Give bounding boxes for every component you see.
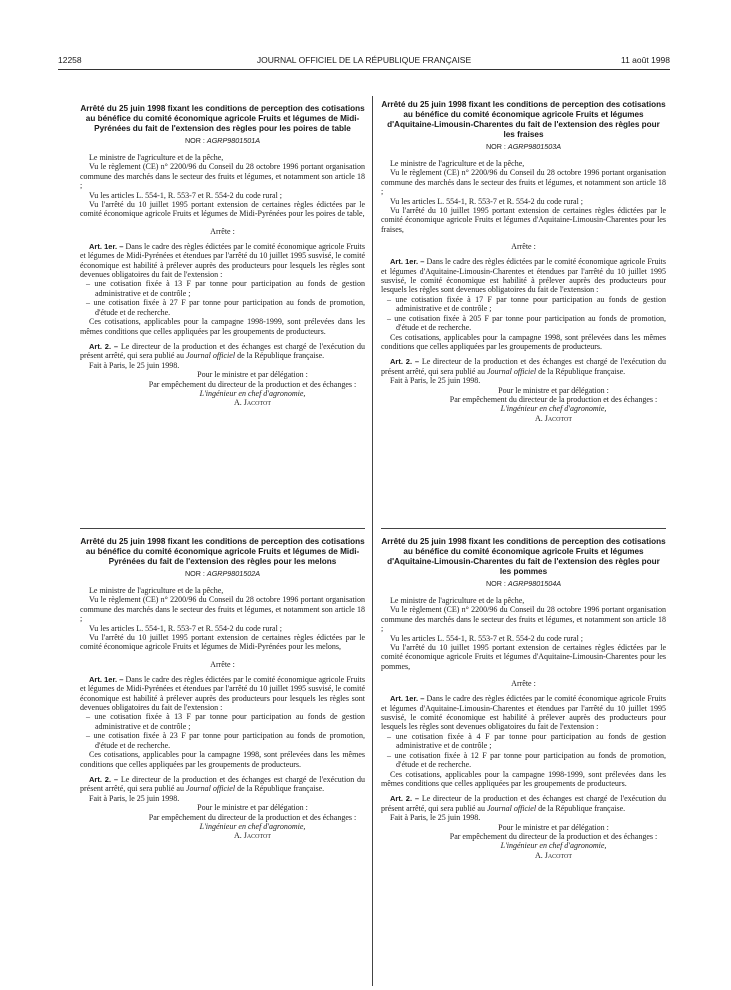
article-2-end: de la République française. <box>237 351 325 361</box>
nor-label: NOR : <box>485 142 506 151</box>
intro-paragraph: Le ministre de l'agriculture et de la pêche, <box>89 153 224 162</box>
article-2-text: Le directeur de la production et des échanges est chargé de l'exécution du présent arrêté, qui sera publié au <box>80 774 366 794</box>
article-2-text: Le directeur de la production et des échanges est chargé de l'exécution du présent arrêté, qui sera publié au <box>381 357 667 376</box>
nor-reference <box>381 142 666 151</box>
decree-title: Arrêté du 25 juin 1998 fixant les conditions de perception des cotisations au bénéfice du comité économique agricole Fruits et légumes de Midi-Pyrénées du fait de l'extension des règles pour les melons <box>80 537 365 566</box>
signatory-name: A. Jacotot <box>534 850 573 860</box>
article-1 <box>80 675 365 713</box>
cotisations-paragraph: Ces cotisations, applicables pour la campagne 1998-1999, sont prélevées dans les mêmes conditions que celles appliquées par les groupements de producteurs. <box>381 769 666 788</box>
signatory-name: A. Jacotot <box>233 831 272 841</box>
fait-a-paris: Fait à Paris, le 25 juin 1998. <box>390 813 481 823</box>
article-2-text: Le directeur de la production et des échanges est chargé de l'exécution du présent arrêté, qui sera publié au <box>381 794 667 813</box>
journal-title: JOURNAL OFFICIEL DE LA RÉPUBLIQUE FRANÇAISE <box>256 55 472 65</box>
article-2 <box>80 775 365 794</box>
signature-line: Par empêchement du directeur de la production et des échanges : <box>449 831 658 841</box>
intro-paragraph: Vu l'arrêté du 10 juillet 1995 portant extension de certaines règles édictées par le comité économique agricole Fruits et légumes de Midi-Pyrénées pour les melons, <box>80 633 365 652</box>
article-2 <box>80 342 365 361</box>
decree-title: Arrêté du 25 juin 1998 fixant les conditions de perception des cotisations au bénéfice du comité économique agricole Fruits et légumes de Midi-Pyrénées du fait de l'extension des règles pour les poires de table <box>80 104 365 133</box>
decree-fraises <box>381 100 666 423</box>
decree-melons <box>80 537 365 841</box>
article-2-end: de la République française. <box>237 784 325 794</box>
signature-line: Pour le ministre et par délégation : <box>197 803 308 813</box>
signature-line: Pour le ministre et par délégation : <box>498 822 609 832</box>
journal-officiel-ref: Journal officiel <box>185 351 236 361</box>
intro-paragraph: Le ministre de l'agriculture et de la pêche, <box>390 596 525 605</box>
article-1-text: Dans le cadre des règles édictées par le comité économique agricole Fruits et légumes d'Aquitaine-Limousin-Charentes et étendues par l'arrêté du 10 juillet 1995 susvisé, le comité économique est habilité à prélever auprès des producteurs pour lesquels les règles sont devenues obligatoires du fait de l'extension : <box>381 694 667 732</box>
nor-reference <box>80 569 365 578</box>
nor-reference <box>381 579 666 588</box>
signatory-role: L'ingénieur en chef d'agronomie, <box>500 404 607 414</box>
signatory-role: L'ingénieur en chef d'agronomie, <box>199 821 306 831</box>
arrete-heading: Arrête : <box>511 679 536 689</box>
article-1 <box>381 694 666 732</box>
cotisations-paragraph: Ces cotisations, applicables pour la campagne 1998, sont prélevées dans les mêmes conditions que celles appliquées par les groupements de producteurs. <box>80 750 365 769</box>
nor-code: AGRP9801501A <box>206 136 261 145</box>
signatory-role: L'ingénieur en chef d'agronomie, <box>199 388 306 398</box>
article-2-end: de la République française. <box>538 366 626 376</box>
intro-paragraph: Vu l'arrêté du 10 juillet 1995 portant extension de certaines règles édictées par le comité économique agricole Fruits et légumes d'Aquitaine-Limousin-Charentes pour les pommes, <box>381 643 666 671</box>
nor-label: NOR : <box>184 569 205 578</box>
nor-code: AGRP9801503A <box>507 142 562 151</box>
article-1-text: Dans le cadre des règles édictées par le comité économique agricole Fruits et légumes de Midi-Pyrénées et étendues par l'arrêté du 10 juillet 1995 susvisé, le comité économique est habilité à prélever auprès des producteurs pour lesquels les règles sont devenues obligatoires du fait de l'extension : <box>80 241 366 280</box>
decree-poires <box>80 104 365 408</box>
article-1-label: Art. 1er. – <box>89 241 124 251</box>
article-1 <box>80 242 365 280</box>
cotisation-item: – une cotisation fixée à 23 F par tonne pour participation au fonds de promotion, d'étude et de recherche. <box>86 731 365 750</box>
decree-pommes <box>381 537 666 860</box>
intro-paragraph: Le ministre de l'agriculture et de la pêche, <box>89 586 224 595</box>
arrete-heading: Arrête : <box>210 659 235 669</box>
journal-officiel-ref: Journal officiel <box>486 366 537 376</box>
intro-paragraph: Le ministre de l'agriculture et de la pêche, <box>390 159 525 168</box>
nor-label: NOR : <box>184 136 205 145</box>
article-1 <box>381 257 666 295</box>
article-2-label: Art. 2. – <box>390 357 420 367</box>
signature-line: Pour le ministre et par délégation : <box>498 385 609 395</box>
cotisation-item: – une cotisation fixée à 13 F par tonne pour participation au fonds de gestion administrative et de contrôle ; <box>86 279 365 298</box>
nor-reference <box>80 136 365 145</box>
article-1-label: Art. 1er. – <box>390 257 425 267</box>
cotisations-paragraph: Ces cotisations, applicables pour la campagne 1998, sont prélevées dans les mêmes conditions que celles appliquées par les groupements de producteurs. <box>381 332 666 351</box>
cotisation-item: – une cotisation fixée à 4 F par tonne pour participation au fonds de gestion administrative et de contrôle ; <box>387 731 666 751</box>
intro-paragraph: Vu le règlement (CE) n° 2200/96 du Conseil du 28 octobre 1996 portant organisation commune des marchés dans le secteur des fruits et légumes, et notamment son article 18 ; <box>381 605 666 634</box>
nor-label: NOR : <box>485 579 506 588</box>
page-header <box>58 51 670 70</box>
article-2-text: Le directeur de la production et des échanges est chargé de l'exécution du présent arrêté, qui sera publié au <box>80 341 366 361</box>
article-2-label: Art. 2. – <box>89 774 119 784</box>
signatory-name: A. Jacotot <box>534 413 573 423</box>
intro-paragraph: Vu les articles L. 554-1, R. 553-7 et R. 554-2 du code rural ; <box>390 196 584 206</box>
nor-code: AGRP9801502A <box>206 569 261 578</box>
journal-officiel-ref: Journal officiel <box>185 784 236 794</box>
article-2-label: Art. 2. – <box>390 794 420 804</box>
section-divider-left <box>80 528 365 529</box>
cotisation-item: – une cotisation fixée à 17 F par tonne pour participation au fonds de gestion administrative et de contrôle ; <box>387 294 666 314</box>
intro-paragraph: Vu les articles L. 554-1, R. 553-7 et R. 554-2 du code rural ; <box>390 633 584 643</box>
signature-line: Par empêchement du directeur de la production et des échanges : <box>148 812 357 822</box>
page-number: 12258 <box>58 55 82 65</box>
article-1-label: Art. 1er. – <box>390 694 425 704</box>
intro-paragraph: Vu les articles L. 554-1, R. 553-7 et R. 554-2 du code rural ; <box>89 190 283 200</box>
article-1-text: Dans le cadre des règles édictées par le comité économique agricole Fruits et légumes de Midi-Pyrénées et étendues par l'arrêté du 10 juillet 1995 susvisé, le comité économique est habilité à prélever auprès des producteurs pour lesquels les règles sont devenues obligatoires du fait de l'extension : <box>80 674 366 713</box>
cotisations-paragraph: Ces cotisations, applicables pour la campagne 1998-1999, sont prélevées dans les mêmes conditions que celles appliquées par les groupements de producteurs. <box>80 317 365 336</box>
decree-title: Arrêté du 25 juin 1998 fixant les conditions de perception des cotisations au bénéfice du comité économique agricole Fruits et légumes d'Aquitaine-Limousin-Charentes du fait de l'extension des règles pour les pommes <box>381 537 666 576</box>
cotisation-item: – une cotisation fixée à 27 F par tonne pour participation au fonds de promotion, d'étude et de recherche. <box>86 298 365 317</box>
decree-title: Arrêté du 25 juin 1998 fixant les conditions de perception des cotisations au bénéfice du comité économique agricole Fruits et légumes d'Aquitaine-Limousin-Charentes du fait de l'extension des règles pour les fraises <box>381 100 666 139</box>
arrete-heading: Arrête : <box>210 226 235 236</box>
journal-officiel-ref: Journal officiel <box>486 803 537 813</box>
section-divider-right <box>381 528 666 529</box>
signatory-role: L'ingénieur en chef d'agronomie, <box>500 841 607 851</box>
signatory-name: A. Jacotot <box>233 398 272 408</box>
signature-line: Pour le ministre et par délégation : <box>197 370 308 380</box>
article-2-end: de la République française. <box>538 803 626 813</box>
fait-a-paris: Fait à Paris, le 25 juin 1998. <box>89 360 180 370</box>
issue-date: 11 août 1998 <box>621 55 670 65</box>
article-1-label: Art. 1er. – <box>89 674 124 684</box>
intro-paragraph: Vu le règlement (CE) n° 2200/96 du Conseil du 28 octobre 1996 portant organisation commune des marchés dans le secteur des fruits et légumes, et notamment son article 18 ; <box>381 168 666 197</box>
intro-paragraph: Vu les articles L. 554-1, R. 553-7 et R. 554-2 du code rural ; <box>89 623 283 633</box>
intro-paragraph: Vu le règlement (CE) n° 2200/96 du Conseil du 28 octobre 1996 portant organisation commune des marchés dans le secteur des fruits et légumes, et notamment son article 18 ; <box>80 162 365 191</box>
article-2 <box>381 794 666 813</box>
intro-paragraph: Vu l'arrêté du 10 juillet 1995 portant extension de certaines règles édictées par le comité économique agricole Fruits et légumes de Midi-Pyrénées pour les poires de table, <box>80 200 365 219</box>
article-2-label: Art. 2. – <box>89 341 119 351</box>
article-1-text: Dans le cadre des règles édictées par le comité économique agricole Fruits et légumes d'Aquitaine-Limousin-Charentes et étendues par l'arrêté du 10 juillet 1995 susvisé, le comité économique est habilité à prélever auprès des producteurs pour lesquels les règles sont devenues obligatoires du fait de l'extension : <box>381 257 667 295</box>
cotisation-item: – une cotisation fixée à 13 F par tonne pour participation au fonds de gestion administrative et de contrôle ; <box>86 712 365 731</box>
arrete-heading: Arrête : <box>511 242 536 252</box>
signature-line: Par empêchement du directeur de la production et des échanges : <box>148 379 357 389</box>
intro-paragraph: Vu l'arrêté du 10 juillet 1995 portant extension de certaines règles édictées par le comité économique agricole Fruits et légumes d'Aquitaine-Limousin-Charentes pour les fraises, <box>381 206 666 234</box>
signature-line: Par empêchement du directeur de la production et des échanges : <box>449 394 658 404</box>
intro-paragraph: Vu le règlement (CE) n° 2200/96 du Conseil du 28 octobre 1996 portant organisation commune des marchés dans le secteur des fruits et légumes, et notamment son article 18 ; <box>80 595 365 624</box>
nor-code: AGRP9801504A <box>507 579 562 588</box>
fait-a-paris: Fait à Paris, le 25 juin 1998. <box>89 793 180 803</box>
cotisation-item: – une cotisation fixée à 205 F par tonne pour participation au fonds de promotion, d'étude et de recherche. <box>387 313 666 333</box>
cotisation-item: – une cotisation fixée à 12 F par tonne pour participation au fonds de promotion, d'étude et de recherche. <box>387 750 666 770</box>
article-2 <box>381 357 666 376</box>
column-divider <box>372 96 373 986</box>
fait-a-paris: Fait à Paris, le 25 juin 1998. <box>390 376 481 386</box>
